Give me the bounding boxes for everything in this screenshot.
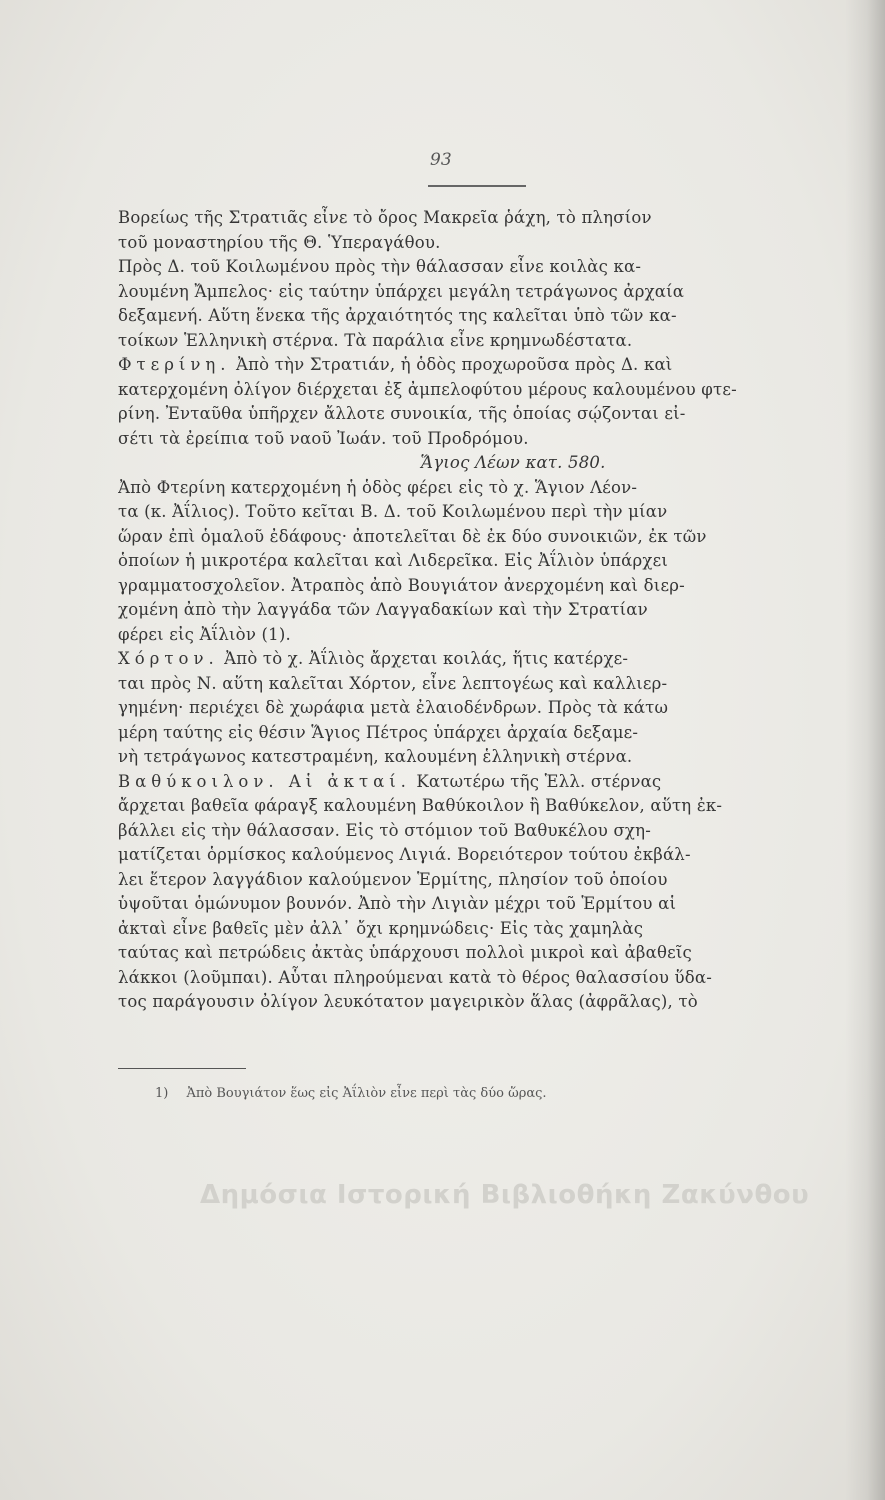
- text-line: [118, 892, 848, 917]
- text-line: [118, 329, 848, 354]
- line-text: ται πρὸς Ν. αὕτη καλεῖται Χόρτον, εἶνε λεπτογέως καὶ καλλιερ-: [118, 673, 668, 693]
- text-line: [118, 500, 848, 525]
- text-line: [118, 206, 848, 231]
- text-line: [118, 623, 848, 648]
- line-text: σέτι τὰ ἐρείπια τοῦ ναοῦ Ἰωάν. τοῦ Προδρόμου.: [118, 428, 529, 448]
- place-name-lead: Χόρτον.: [118, 649, 219, 668]
- line-text: κατερχομένη ὀλίγον διέρχεται ἐξ ἀμπελοφύτου μέρους καλουμένου φτε-: [118, 379, 737, 399]
- header-rule: [428, 185, 526, 187]
- text-line: [118, 402, 848, 427]
- footnote-rule: [118, 1068, 246, 1069]
- line-text: Κατωτέρω τῆς Ἑλλ. στέρνας: [410, 771, 662, 791]
- text-line: [118, 231, 848, 256]
- text-line: [118, 525, 848, 550]
- page-number: 93: [430, 150, 452, 170]
- text-line: [118, 378, 848, 403]
- binding-shadow: [845, 0, 885, 1500]
- line-text: τοίκων Ἑλληνικὴ στέρνα. Τὰ παράλια εἶνε κρημνωδέστατα.: [118, 330, 633, 350]
- line-text: λουμένη Ἄμπελος· εἰς ταύτην ὑπάρχει μεγάλη τετράγωνος ἀρχαία: [118, 281, 685, 301]
- text-line: [118, 304, 848, 329]
- text-line: [118, 574, 848, 599]
- text-line: [118, 966, 848, 991]
- body-text: [118, 206, 848, 1015]
- text-line: [118, 353, 848, 378]
- line-text: γημένη· περιέχει δὲ χωράφια μετὰ ἐλαιοδένδρων. Πρὸς τὰ κάτω: [118, 698, 669, 717]
- section-heading: [118, 451, 848, 476]
- text-line: [118, 843, 848, 868]
- line-text: λάκκοι (λοῦμπαι). Αὗται πληρούμεναι κατὰ τὸ θέρος θαλασσίου ὕδα-: [118, 967, 713, 987]
- line-text: τος παράγουσιν ὀλίγον λευκότατον μαγειρικὸν ἅλας (ἀφρᾶλας), τὸ: [118, 992, 698, 1011]
- line-text: Πρὸς Δ. τοῦ Κοιλωμένου πρὸς τὴν θάλασσαν εἶνε κοιλὰς κα-: [118, 257, 642, 276]
- line-text: ὥραν ἐπὶ ὁμαλοῦ ἐδάφους· ἀποτελεῖται δὲ ἐκ δύο συνοικιῶν, ἐκ τῶν: [118, 526, 707, 546]
- line-text: ματίζεται ὁρμίσκος καλούμενος Λιγιά. Βορειότερον τούτου ἐκβάλ-: [118, 845, 691, 864]
- line-text: ἄρχεται βαθεῖα φάραγξ καλουμένη Βαθύκοιλον ἢ Βαθύκελον, αὕτη ἐκ-: [118, 796, 723, 815]
- place-name-lead: Βαθύκοιλον. Αἱ ἀκταί.: [118, 771, 411, 791]
- text-line: [118, 549, 848, 574]
- text-line: [118, 990, 848, 1015]
- footnote-mark: 1): [155, 1086, 169, 1101]
- text-line: [118, 770, 848, 795]
- line-text: ρίνη. Ἐνταῦθα ὑπῆρχεν ἄλλοτε συνοικία, τῆς ὁποίας σῴζονται εἰ-: [118, 404, 686, 423]
- text-line: [118, 647, 848, 672]
- line-text: Ἀπὸ Φτερίνη κατερχομένη ἡ ὁδὸς φέρει εἰς τὸ χ. Ἅγιον Λέον-: [118, 477, 638, 497]
- line-text: δεξαμενή. Αὕτη ἕνεκα τῆς ἀρχαιότητός της καλεῖται ὑπὸ τῶν κα-: [118, 306, 677, 325]
- line-text: ἀκταὶ εἶνε βαθεῖς μὲν ἀλλ᾽ ὄχι κρημνώδεις· Εἰς τὰς χαμηλὰς: [118, 918, 644, 938]
- text-line: [118, 476, 848, 501]
- text-line: [118, 941, 848, 966]
- line-text: μέρη ταύτης εἰς θέσιν Ἅγιος Πέτρος ὑπάρχει ἀρχαία δεξαμε-: [118, 722, 639, 742]
- line-text: Βορείως τῆς Στρατιᾶς εἶνε τὸ ὄρος Μακρεῖα ῥάχη, τὸ πλησίον: [118, 208, 652, 227]
- text-line: [118, 696, 848, 721]
- library-watermark: Δημόσια Ιστορική Βιβλιοθήκη Ζακύνθου: [200, 1180, 810, 1210]
- text-line: [118, 917, 848, 942]
- line-text: βάλλει εἰς τὴν θάλασσαν. Εἰς τὸ στόμιον τοῦ Βαθυκέλου σχη-: [118, 820, 651, 840]
- line-text: νὴ τετράγωνος κατεστραμένη, καλουμένη ἑλληνικὴ στέρνα.: [118, 747, 633, 766]
- line-text: Ἀπὸ τὴν Στρατιάν, ἡ ὁδὸς προχωροῦσα πρὸς Δ. καὶ: [230, 355, 673, 374]
- text-line: [118, 794, 848, 819]
- footnote-text: Ἀπὸ Βουγιάτον ἕως εἰς Ἀΐλιὸν εἶνε περὶ τὰς δύο ὥρας.: [186, 1086, 547, 1101]
- text-line: [118, 672, 848, 697]
- line-text: ταύτας καὶ πετρώδεις ἀκτὰς ὑπάρχουσι πολλοὶ μικροὶ καὶ ἀβαθεῖς: [118, 943, 692, 962]
- footnote: [155, 1086, 765, 1101]
- line-text: ὑψοῦται ὁμώνυμον βουνόν. Ἀπὸ τὴν Λιγιὰν μέχρι τοῦ Ἑρμίτου αἱ: [118, 894, 677, 913]
- text-line: [118, 868, 848, 893]
- text-line: [118, 745, 848, 770]
- text-line: [118, 721, 848, 746]
- line-text: Ἅγιος Λέων κατ. 580.: [420, 453, 606, 472]
- line-text: ὁποίων ἡ μικροτέρα καλεῖται καὶ Λιδερεῖκα. Εἰς Ἀΐλιὸν ὑπάρχει: [118, 551, 669, 570]
- line-text: φέρει εἰς Ἀΐλιὸν (1).: [118, 624, 291, 644]
- line-text: γραμματοσχολεῖον. Ἀτραπὸς ἀπὸ Βουγιάτον ἀνερχομένη καὶ διερ-: [118, 575, 685, 595]
- line-text: Ἀπὸ τὸ χ. Ἀΐλιὸς ἄρχεται κοιλάς, ἥτις κατέρχε-: [218, 649, 629, 668]
- text-line: [118, 427, 848, 452]
- line-text: χομένη ἀπὸ τὴν λαγγάδα τῶν Λαγγαδακίων καὶ τὴν Στρατίαν: [118, 600, 648, 619]
- text-line: [118, 598, 848, 623]
- line-text: τοῦ μοναστηρίου τῆς Θ. Ὑπεραγάθου.: [118, 232, 441, 252]
- line-text: τα (κ. Ἀΐλιος). Τοῦτο κεῖται Β. Δ. τοῦ Κοιλωμένου περὶ τὴν μίαν: [118, 502, 668, 521]
- text-line: [118, 819, 848, 844]
- text-line: [118, 280, 848, 305]
- place-name-lead: Φτερίνη.: [118, 355, 231, 374]
- text-line: [118, 255, 848, 280]
- line-text: λει ἕτερον λαγγάδιον καλούμενον Ἑρμίτης, πλησίον τοῦ ὁποίου: [118, 869, 668, 889]
